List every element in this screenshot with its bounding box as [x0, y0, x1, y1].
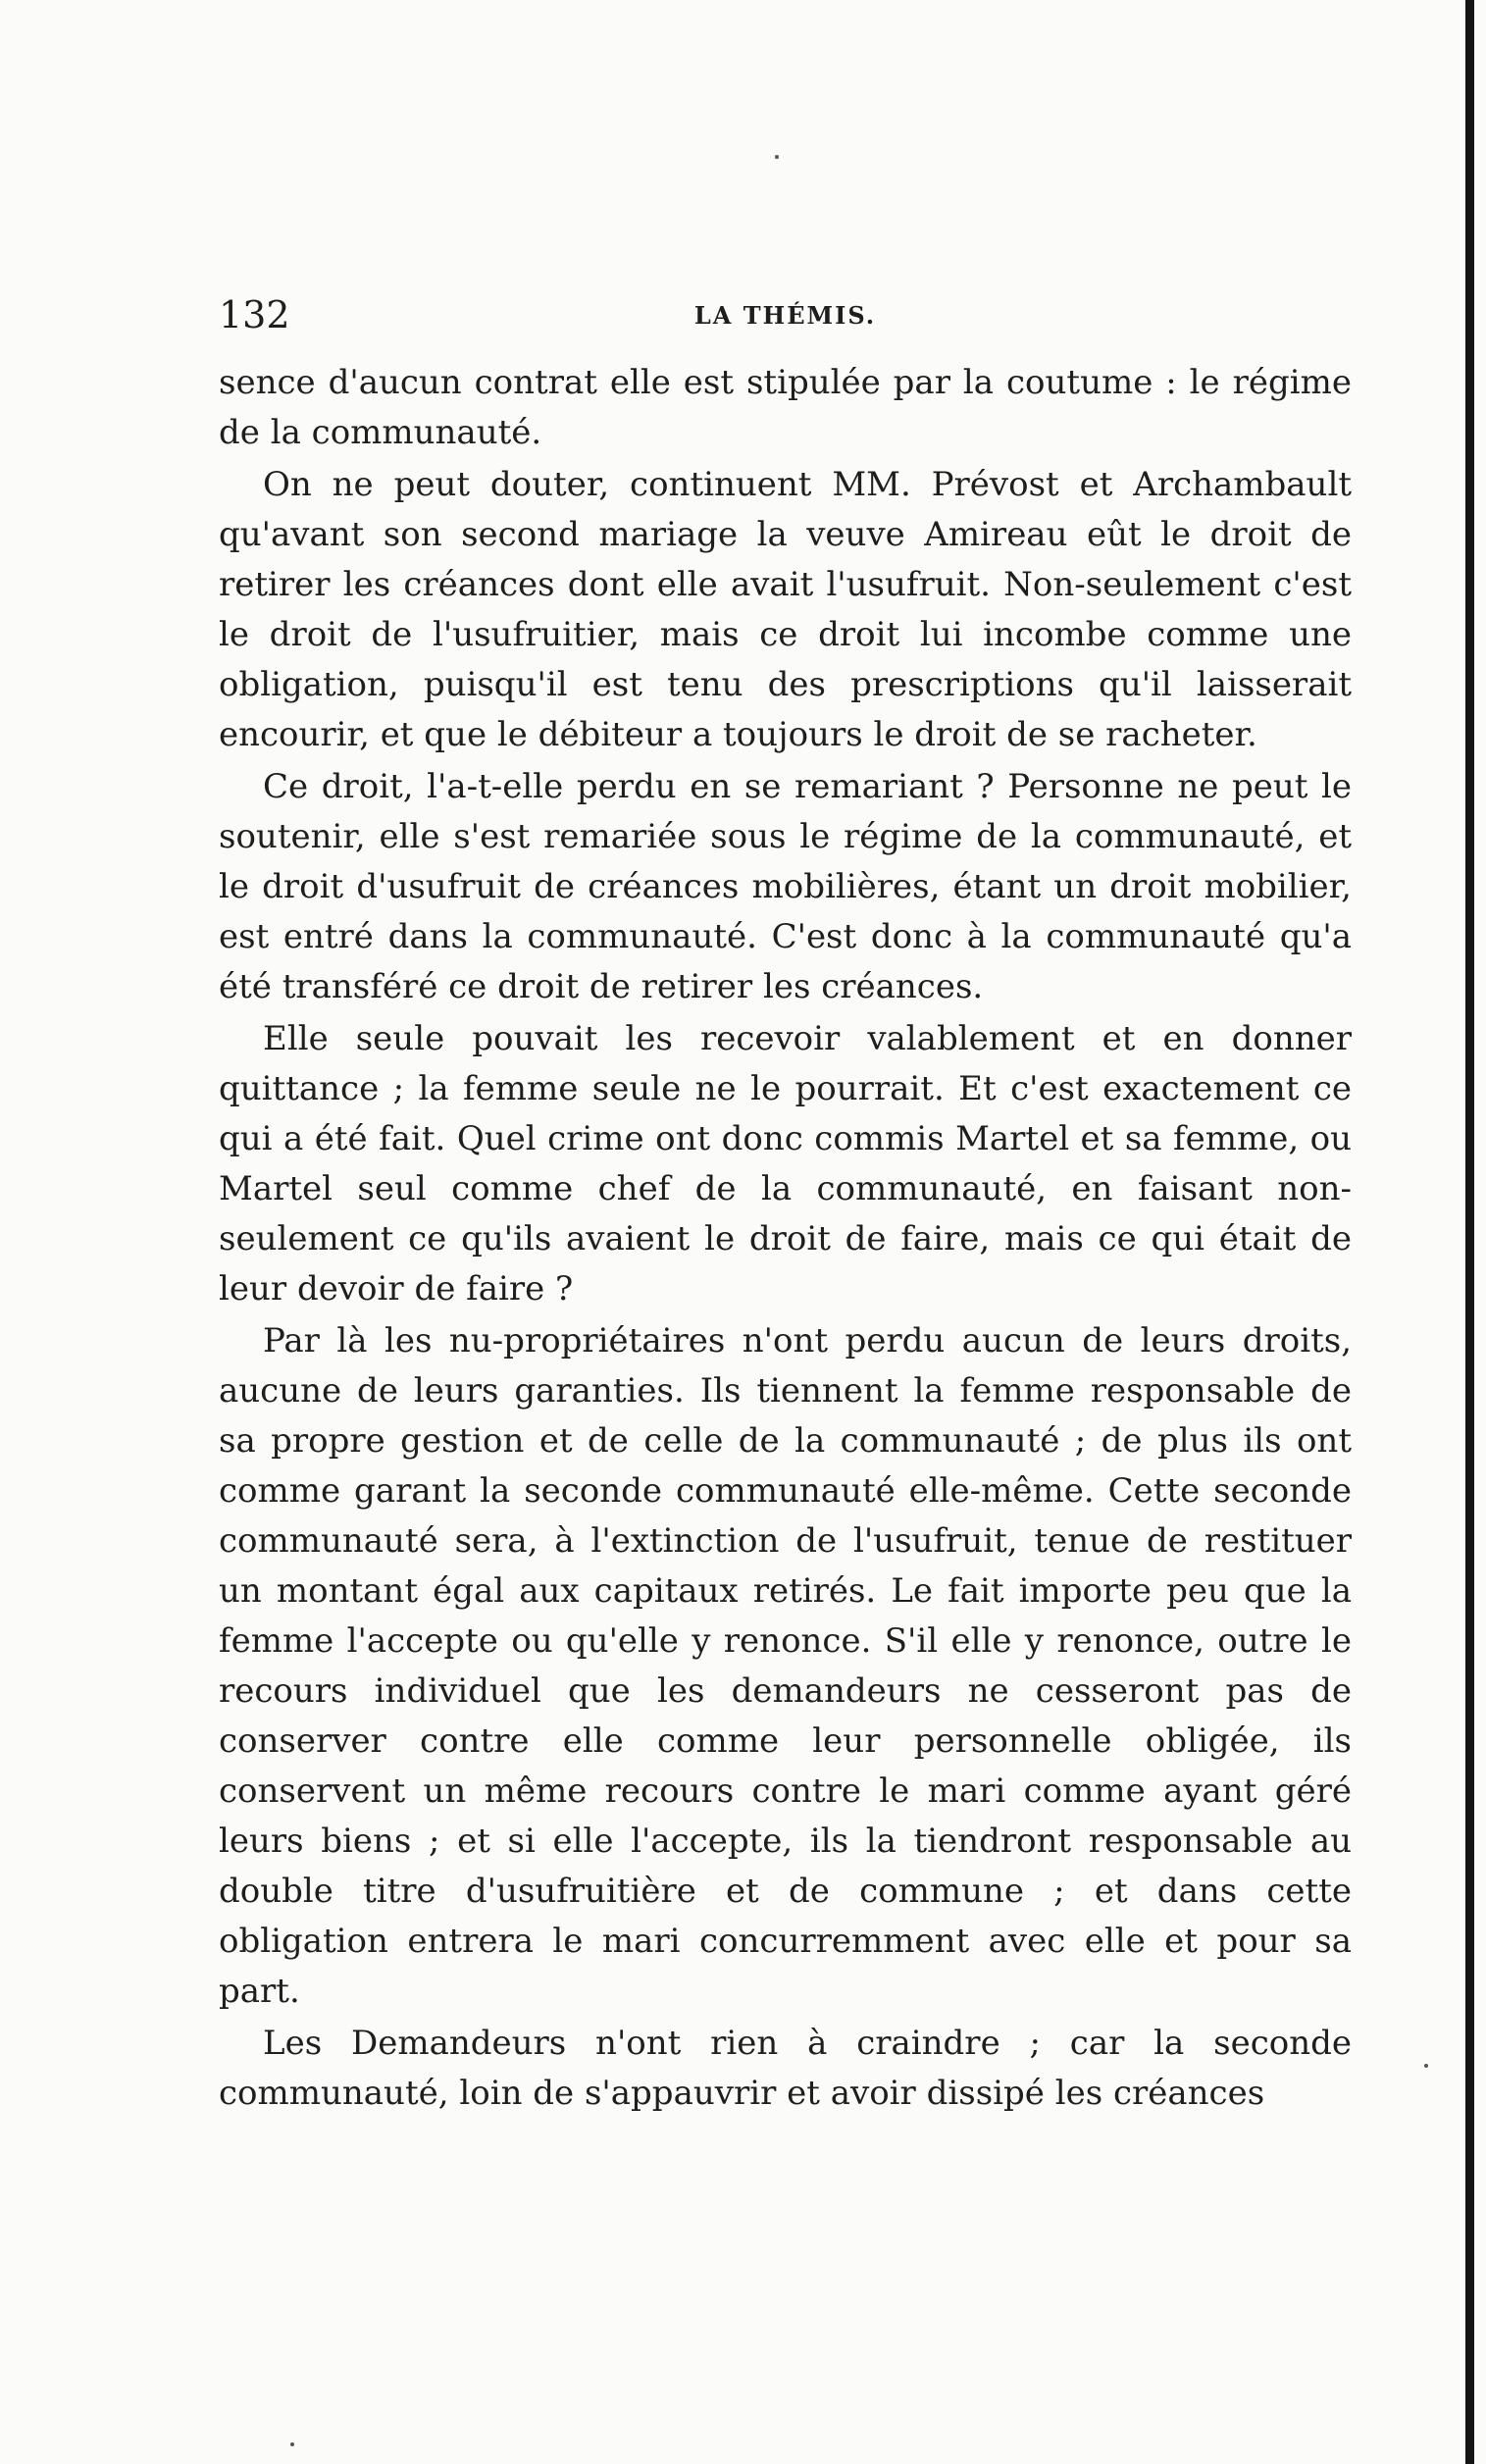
body-text — [219, 358, 1352, 2119]
page-edge-border — [1465, 0, 1474, 2464]
paragraph: Elle seule pouvait les recevoir valablement et en donner quittance ; la femme seule ne le pourrait. Et c'est exactement ce qui a été fait. Quel crime ont donc commis Martel et sa femme, ou Martel seul comme chef de la communauté, en faisant non-seulement ce qu'ils avaient le droit de faire, mais ce qui était de leur devoir de faire ? — [219, 1019, 1352, 1309]
page-number: 132 — [219, 293, 290, 336]
paragraph-continued: sence d'aucun contrat elle est stipulée par la coutume : le régime de la communauté. — [219, 363, 1352, 452]
paragraph: On ne peut douter, continuent MM. Prévost et Archambault qu'avant son second mariage la veuve Amireau eût le droit de retirer les créances dont elle avait l'usufruit. Non-seulement c'est le droit de l'usufruitier, mais ce droit lui incombe comme une obligation, puisqu'il est tenu des prescriptions qu'il laisserait encourir, et que le débiteur a toujours le droit de se racheter. — [219, 465, 1352, 754]
dust-speck — [290, 2442, 294, 2446]
dust-speck — [1424, 2064, 1428, 2068]
running-title: LA THÉMIS. — [693, 301, 877, 330]
paragraph: Les Demandeurs n'ont rien à craindre ; car la seconde communauté, loin de s'appauvrir et avoir dissipé les créances — [219, 2024, 1352, 2113]
dust-speck — [775, 155, 779, 159]
paragraph: Ce droit, l'a-t-elle perdu en se remariant ? Personne ne peut le soutenir, elle s'est remariée sous le régime de la communauté, et le droit d'usufruit de créances mobilières, étant un droit mobilier, est entré dans la communauté. C'est donc à la communauté qu'a été transféré ce droit de retirer les créances. — [219, 767, 1352, 1006]
paragraph: Par là les nu-propriétaires n'ont perdu aucun de leurs droits, aucune de leurs garanties. Ils tiennent la femme responsable de sa propre gestion et de celle de la communauté ; de plus ils ont comme garant la seconde communauté elle-même. Cette seconde communauté sera, à l'extinction de l'usufruit, tenue de restituer un montant égal aux capitaux retirés. Le fait importe peu que la femme l'accepte ou qu'elle y renonce. S'il elle y renonce, outre le recours individuel que les demandeurs ne cesseront pas de conserver contre elle comme leur personnelle obligée, ils conservent un même recours contre le mari comme ayant géré leurs biens ; et si elle l'accepte, ils la tiendront responsable au double titre d'usufruitière et de commune ; et dans cette obligation entrera le mari concurremment avec elle et pour sa part. — [219, 1321, 1352, 2011]
page-header — [219, 290, 1352, 339]
